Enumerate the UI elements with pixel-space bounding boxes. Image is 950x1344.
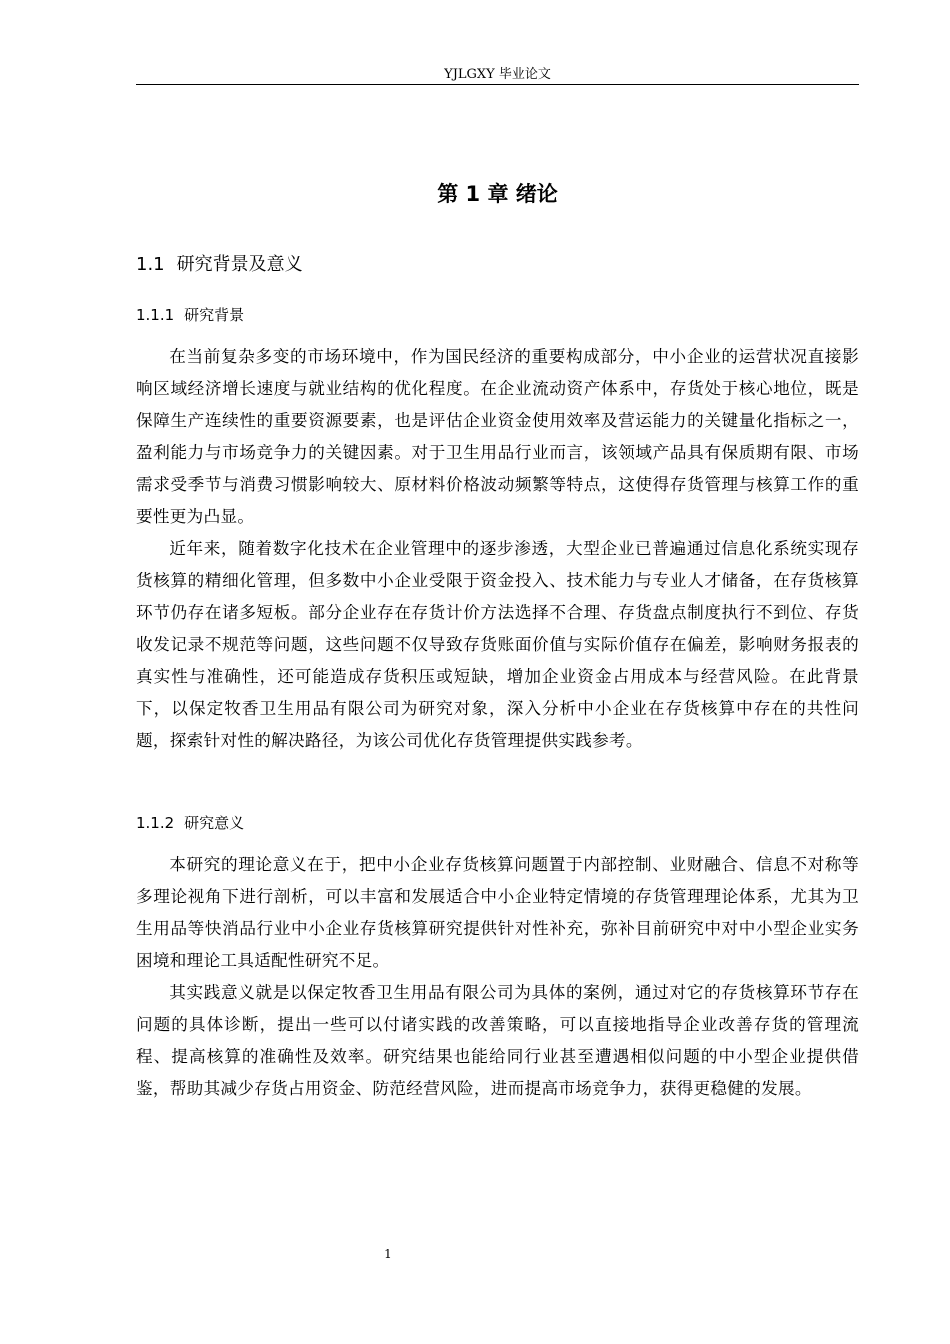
paragraph-background-1: 在当前复杂多变的市场环境中，作为国民经济的重要构成部分，中小企业的运营状况直接影响区域经济增长速度与就业结构的优化程度。在企业流动资产体系中，存货处于核心地位，既是保障生产连续性的重要资源要素，也是评估企业资金使用效率及营运能力的关键量化指标之一，盈利能力与市场竞争力的关键因素。对于卫生用品行业而言，该领域产品具有保质期有限、市场需求受季节与消费习惯影响较大、原材料价格波动频繁等特点，这使得存货管理与核算工作的重要性更为凸显。 <box>136 347 859 526</box>
subsection-title: 研究意义 <box>184 814 245 832</box>
section-title: 研究背景及意义 <box>176 254 303 275</box>
page-number: 1 <box>384 1247 392 1261</box>
running-header: YJLGXY 毕业论文 <box>444 67 551 82</box>
chapter-title: 第 1 章 绪论 <box>437 182 558 206</box>
subsection-heading-1-1-2 <box>136 812 244 834</box>
subsection-number: 1.1.1 <box>136 306 175 324</box>
subsection-number: 1.1.2 <box>136 814 175 832</box>
paragraph-background-2: 近年来，随着数字化技术在企业管理中的逐步渗透，大型企业已普遍通过信息化系统实现存货核算的精细化管理，但多数中小企业受限于资金投入、技术能力与专业人才储备，在存货核算环节仍存在诸多短板。部分企业存在存货计价方法选择不合理、存货盘点制度执行不到位、存货收发记录不规范等问题，这些问题不仅导致存货账面价值与实际价值存在偏差，影响财务报表的真实性与准确性，还可能造成存货积压或短缺，增加企业资金占用成本与经营风险。在此背景下，以保定牧香卫生用品有限公司为研究对象，深入分析中小企业在存货核算中存在的共性问题，探索针对性的解决路径，为该公司优化存货管理提供实践参考。 <box>136 539 859 750</box>
subsection-heading-1-1-1 <box>136 304 244 326</box>
header-divider <box>136 84 859 85</box>
subsection-title: 研究背景 <box>184 306 245 324</box>
paragraph-significance-2: 其实践意义就是以保定牧香卫生用品有限公司为具体的案例，通过对它的存货核算环节存在问题的具体诊断，提出一些可以付诸实践的改善策略，可以直接地指导企业改善存货的管理流程、提高核算的准确性及效率。研究结果也能给同行业甚至遭遇相似问题的中小型企业提供借鉴，帮助其减少存货占用资金、防范经营风险，进而提高市场竞争力，获得更稳健的发展。 <box>136 983 859 1098</box>
section-number: 1.1 <box>136 254 165 275</box>
section-heading-1-1 <box>136 252 303 278</box>
paragraph-significance-1: 本研究的理论意义在于，把中小企业存货核算问题置于内部控制、业财融合、信息不对称等多理论视角下进行剖析，可以丰富和发展适合中小企业特定情境的存货管理理论体系，尤其为卫生用品等快消品行业中小企业存货核算研究提供针对性补充，弥补目前研究中对中小型企业实务困境和理论工具适配性研究不足。 <box>136 855 859 970</box>
